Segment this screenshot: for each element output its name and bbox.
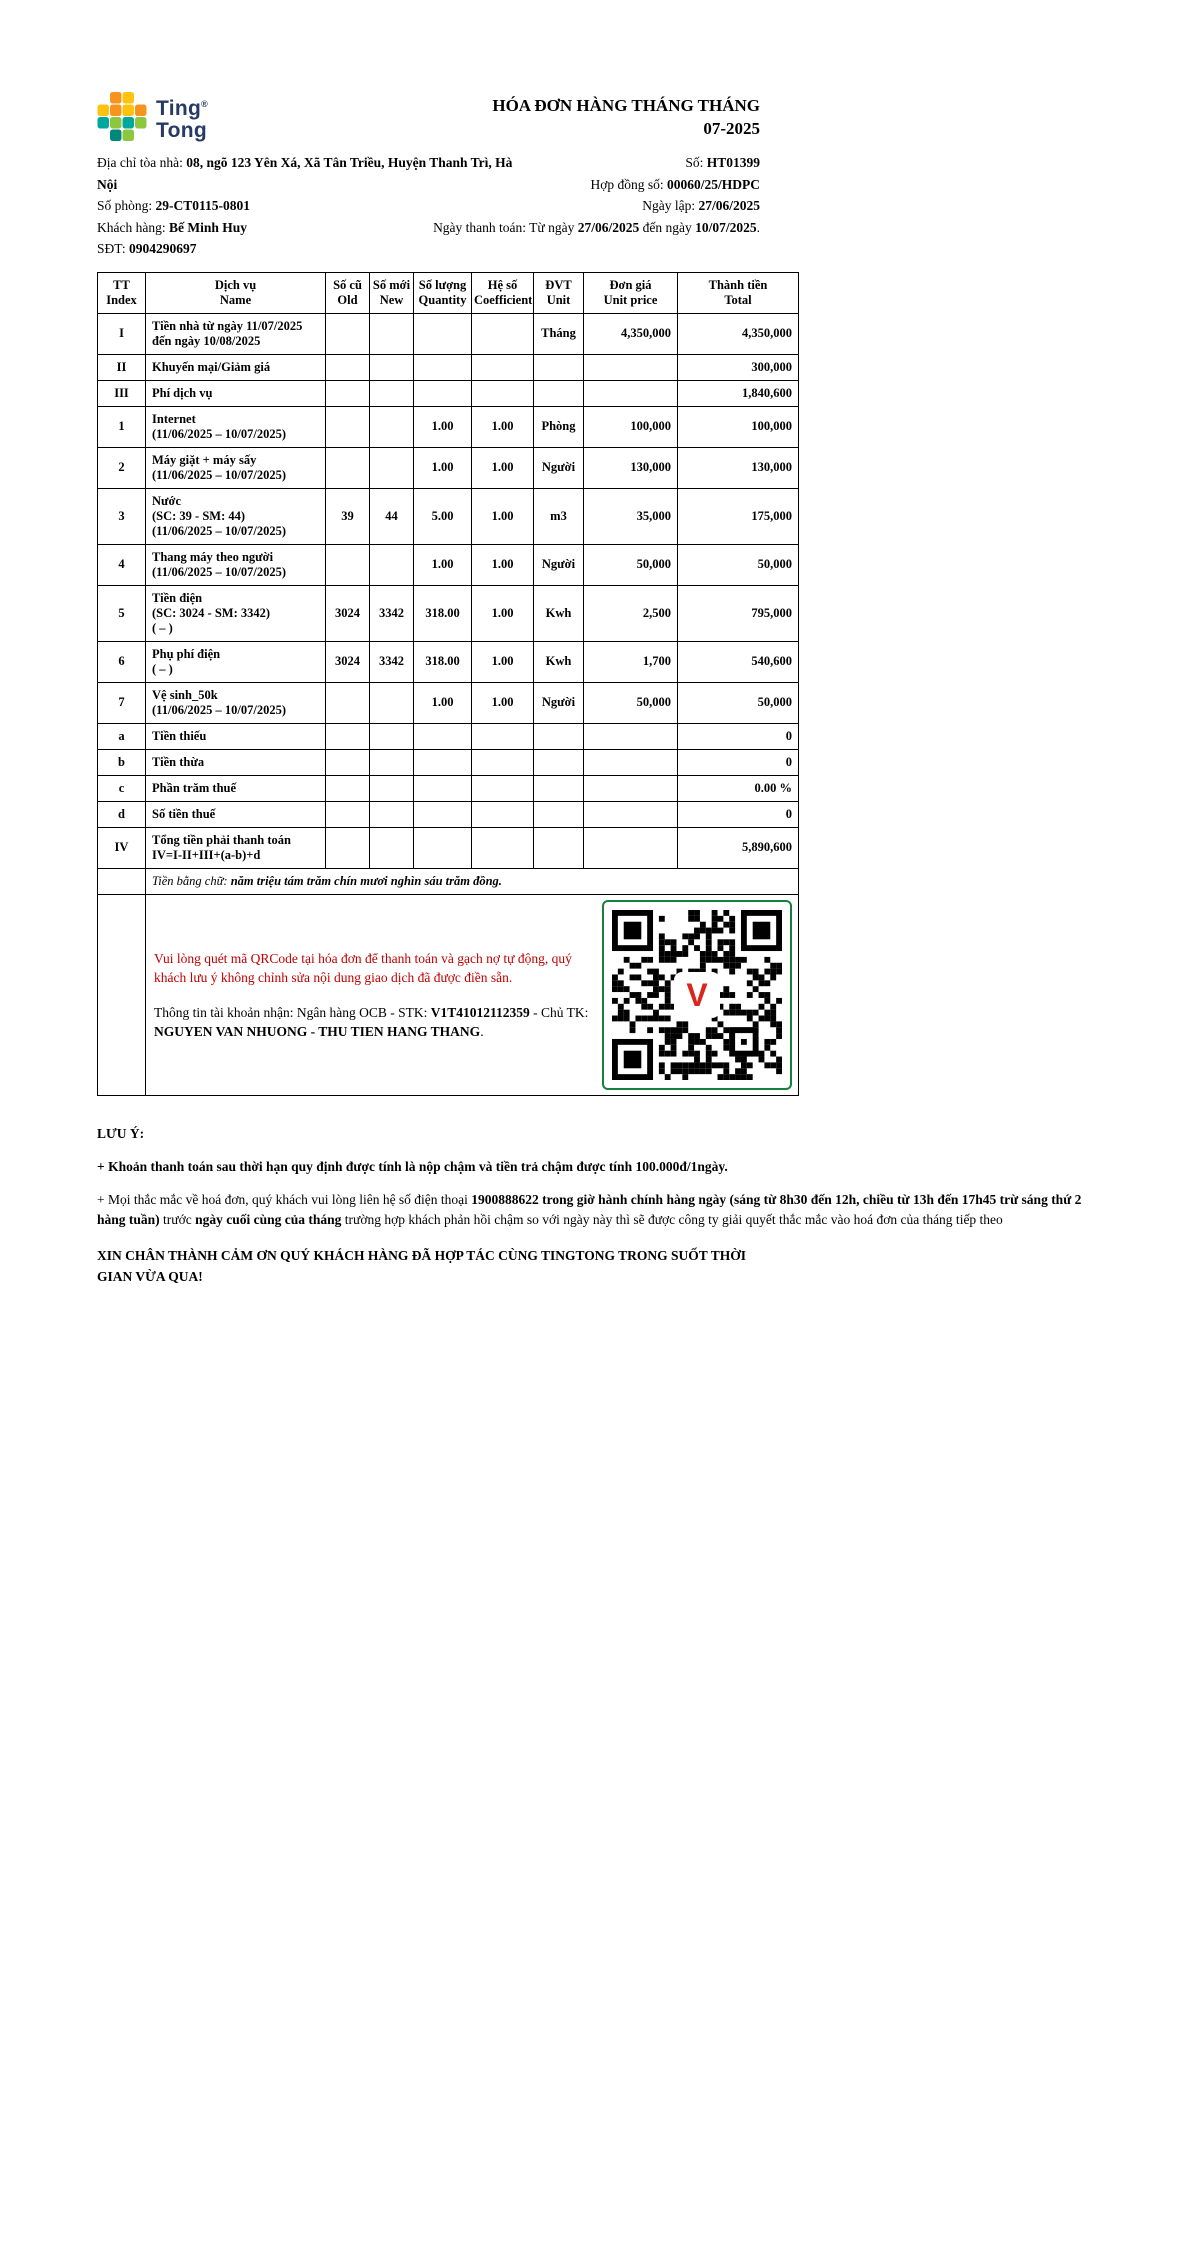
cell-new: 3342 [370,641,414,682]
cell-quantity [414,380,472,406]
tingtong-logo-icon [97,92,147,142]
cell-quantity: 318.00 [414,641,472,682]
table-row [98,682,799,723]
cell-coefficient [472,380,534,406]
table-row [98,488,799,544]
cell-name: Phí dịch vụ [146,380,326,406]
table-row [98,544,799,585]
cell-unit [534,380,584,406]
cell-unit-price [584,801,678,827]
cell-new [370,406,414,447]
cell-name: Tiền thừa [146,749,326,775]
table-row [98,749,799,775]
cell-unit-price [584,723,678,749]
cell-index: II [98,354,146,380]
cell-quantity: 318.00 [414,585,472,641]
table-row [98,313,799,354]
cell-quantity: 1.00 [414,447,472,488]
table-header-row [98,272,799,313]
footer-notes [97,1124,1103,1287]
cell-unit: Người [534,447,584,488]
cell-coefficient: 1.00 [472,488,534,544]
invoice-info [97,152,760,260]
cell-index: 2 [98,447,146,488]
cell-total: 50,000 [678,682,799,723]
cell-index: 4 [98,544,146,585]
cell-name: Phần trăm thuế [146,775,326,801]
cell-name: Máy giặt + máy sấy (11/06/2025 – 10/07/2025) [146,447,326,488]
cell-index: 1 [98,406,146,447]
cell-quantity [414,313,472,354]
tingtong-logo [97,92,208,142]
cell-unit-price: 1,700 [584,641,678,682]
cell-name: Tiền nhà từ ngày 11/07/2025 đến ngày 10/08/2025 [146,313,326,354]
qr-row [98,894,799,1095]
cell-total: 5,890,600 [678,827,799,868]
cell-index: a [98,723,146,749]
cell-new [370,827,414,868]
cell-old [326,775,370,801]
cell-new [370,313,414,354]
cell-index: 7 [98,682,146,723]
thank-you-message: XIN CHÂN THÀNH CẢM ƠN QUÝ KHÁCH HÀNG ĐÃ HỢP TÁC CÙNG TINGTONG TRONG SUỐT THỜI GIAN VỪA QUA! [97,1247,746,1284]
col-quantity: Số lượng Quantity [414,272,472,313]
vietqr-logo-icon: V [674,972,720,1018]
cell-index: d [98,801,146,827]
cell-new: 44 [370,488,414,544]
cell-old [326,380,370,406]
cell-unit-price: 100,000 [584,406,678,447]
cell-unit-price [584,749,678,775]
cell-new [370,447,414,488]
cell-unit-price [584,775,678,801]
cell-new [370,544,414,585]
cell-total: 300,000 [678,354,799,380]
qr-instructions [152,949,602,1041]
cell-quantity [414,801,472,827]
cell-unit-price: 35,000 [584,488,678,544]
cell-name: Tiền thiếu [146,723,326,749]
cell-new [370,749,414,775]
cell-total: 0 [678,801,799,827]
cell-new [370,801,414,827]
cell-total: 175,000 [678,488,799,544]
cell-name: Vệ sinh_50k (11/06/2025 – 10/07/2025) [146,682,326,723]
cell-old [326,749,370,775]
cell-quantity [414,749,472,775]
invoice-number: Số: HT01399 [685,155,760,170]
cell-total: 4,350,000 [678,313,799,354]
cell-total: 1,840,600 [678,380,799,406]
col-unit-price: Đơn giá Unit price [584,272,678,313]
hotline-note: + Mọi thắc mắc về hoá đơn, quý khách vui lòng liên hệ số điện thoại 1900888622 trong giờ hành chính hàng ngày (sáng từ 8h30 đến 12h, chiều từ 13h đến 17h45 trừ sáng thứ 2 hàng tuần) trước ngày cuối cùng của tháng trường hợp khách phản hồi chậm so với ngày này thì sẽ được công ty giải quyết thắc mắc vào hoá đơn của tháng tiếp theo [97,1191,1082,1227]
receiving-account-info: Thông tin tài khoản nhận: Ngân hàng OCB - STK: V1T41012112359 - Chủ TK: NGUYEN VAN NHUONG - THU TIEN HANG THANG. [154,1004,589,1039]
table-row [98,354,799,380]
cell-quantity [414,723,472,749]
cell-unit [534,354,584,380]
table-row [98,827,799,868]
cell-index: 6 [98,641,146,682]
cell-new [370,354,414,380]
table-row [98,775,799,801]
payment-period: Ngày thanh toán: Từ ngày 27/06/2025 đến ngày 10/07/2025. [433,219,760,235]
note-heading: LƯU Ý: [97,1125,145,1141]
cell-coefficient: 1.00 [472,641,534,682]
cell-index: III [98,380,146,406]
cell-index: c [98,775,146,801]
contract-number: Hợp đồng số: 00060/25/HDPC [590,176,760,192]
brand-name: Ting® Tong [156,96,209,142]
cell-quantity: 1.00 [414,682,472,723]
cell-old [326,406,370,447]
cell-unit [534,749,584,775]
cell-coefficient [472,775,534,801]
col-index: TT Index [98,272,146,313]
cell-quantity: 1.00 [414,544,472,585]
cell-new [370,380,414,406]
cell-total: 795,000 [678,585,799,641]
late-payment-note: + Khoản thanh toán sau thời hạn quy định được tính là nộp chậm và tiền trả chậm được tính 100.000đ/1ngày. [97,1158,728,1174]
cell-new [370,775,414,801]
cell-new [370,682,414,723]
table-row [98,447,799,488]
cell-quantity [414,827,472,868]
cell-name: Nước (SC: 39 - SM: 44) (11/06/2025 – 10/07/2025) [146,488,326,544]
cell-name: Tổng tiền phải thanh toán IV=I-II+III+(a-b)+d [146,827,326,868]
cell-index: IV [98,827,146,868]
cell-quantity [414,775,472,801]
cell-coefficient: 1.00 [472,682,534,723]
cell-index: b [98,749,146,775]
col-new: Số mới New [370,272,414,313]
cell-unit: Tháng [534,313,584,354]
table-row [98,406,799,447]
info-right [330,152,760,238]
cell-old: 3024 [326,641,370,682]
cell-total: 0.00 % [678,775,799,801]
cell-unit-price: 130,000 [584,447,678,488]
cell-new: 3342 [370,585,414,641]
cell-name: Tiền điện (SC: 3024 - SM: 3342) ( – ) [146,585,326,641]
cell-total: 0 [678,723,799,749]
cell-total: 100,000 [678,406,799,447]
cell-total: 540,600 [678,641,799,682]
cell-quantity: 1.00 [414,406,472,447]
cell-coefficient [472,723,534,749]
cell-name: Khuyến mại/Giảm giá [146,354,326,380]
table-row [98,641,799,682]
cell-coefficient: 1.00 [472,406,534,447]
cell-unit: Phòng [534,406,584,447]
cell-old [326,801,370,827]
invoice-title: HÓA ĐƠN HÀNG THÁNG THÁNG 07-2025 [492,96,760,138]
cell-old [326,544,370,585]
customer-name: Khách hàng: Bế Minh Huy [97,219,247,235]
building-address: Địa chỉ tòa nhà: 08, ngõ 123 Yên Xá, Xã Tân Triều, Huyện Thanh Trì, Hà Nội [97,155,513,192]
cell-name: Phụ phí điện ( – ) [146,641,326,682]
cell-old [326,354,370,380]
cell-quantity [414,354,472,380]
cell-index [98,894,146,1095]
cell-unit [534,801,584,827]
cell-old [326,313,370,354]
cell-unit: Người [534,544,584,585]
cell-name: Internet (11/06/2025 – 10/07/2025) [146,406,326,447]
cell-name: Thang máy theo người (11/06/2025 – 10/07/2025) [146,544,326,585]
cell-unit-price [584,827,678,868]
cell-coefficient [472,801,534,827]
cell-old: 39 [326,488,370,544]
col-total: Thành tiền Total [678,272,799,313]
col-unit: ĐVT Unit [534,272,584,313]
cell-old: 3024 [326,585,370,641]
invoice-table [97,272,799,1096]
cell-unit: m3 [534,488,584,544]
col-coefficient: Hệ số Coefficient [472,272,534,313]
issue-date: Ngày lập: 27/06/2025 [642,198,760,213]
cell-name: Số tiền thuế [146,801,326,827]
cell-unit: Kwh [534,641,584,682]
cell-coefficient [472,749,534,775]
cell-old [326,682,370,723]
cell-unit-price [584,354,678,380]
header [97,92,760,142]
cell-old [326,723,370,749]
cell-index [98,868,146,894]
amount-in-words: Tiền bằng chữ: năm triệu tám trăm chín mươi nghìn sáu trăm đồng. [146,868,799,894]
cell-quantity: 5.00 [414,488,472,544]
cell-coefficient: 1.00 [472,544,534,585]
cell-coefficient: 1.00 [472,585,534,641]
table-row [98,585,799,641]
cell-total: 130,000 [678,447,799,488]
cell-unit-price: 4,350,000 [584,313,678,354]
cell-unit [534,775,584,801]
qr-cell [146,894,799,1095]
customer-phone: SĐT: 0904290697 [97,241,197,256]
col-name: Dịch vụ Name [146,272,326,313]
cell-new [370,723,414,749]
qr-code [602,900,792,1090]
cell-old [326,447,370,488]
cell-index: 3 [98,488,146,544]
room-number: Số phòng: 29-CT0115-0801 [97,198,251,213]
col-old: Số cũ Old [326,272,370,313]
qr-payment-notice: Vui lòng quét mã QRCode tại hóa đơn để thanh toán và gạch nợ tự động, quý khách lưu ý không chỉnh sửa nội dung giao dịch đã được điền sẵn. [154,950,572,985]
cell-coefficient [472,827,534,868]
amount-in-words-row [98,868,799,894]
cell-unit [534,723,584,749]
table-row [98,723,799,749]
cell-index: I [98,313,146,354]
cell-coefficient [472,354,534,380]
table-row [98,801,799,827]
invoice-document [97,92,1103,1287]
cell-unit: Người [534,682,584,723]
cell-unit-price: 50,000 [584,544,678,585]
cell-unit-price [584,380,678,406]
cell-coefficient: 1.00 [472,447,534,488]
cell-total: 50,000 [678,544,799,585]
cell-total: 0 [678,749,799,775]
registered-mark: ® [201,98,209,109]
cell-unit [534,827,584,868]
cell-old [326,827,370,868]
cell-index: 5 [98,585,146,641]
cell-unit-price: 50,000 [584,682,678,723]
cell-unit: Kwh [534,585,584,641]
table-row [98,380,799,406]
cell-unit-price: 2,500 [584,585,678,641]
cell-coefficient [472,313,534,354]
